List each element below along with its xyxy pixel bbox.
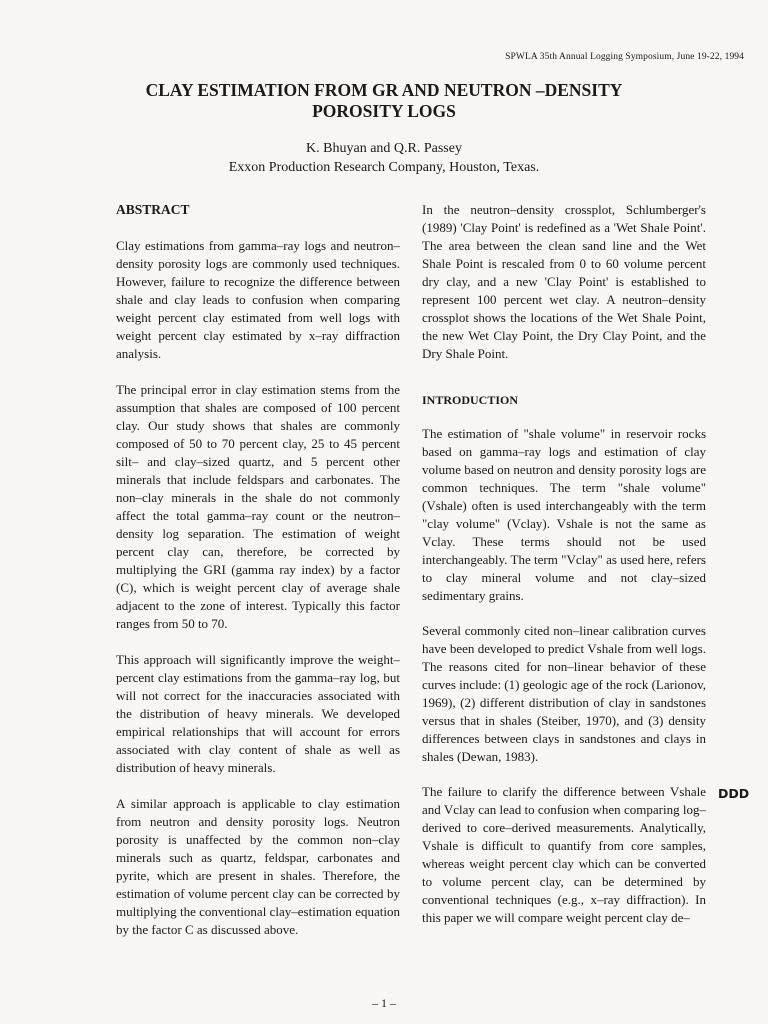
author-affiliation: Exxon Production Research Company, Houston, Texas. xyxy=(228,160,540,175)
author-names: K. Bhuyan and Q.R. Passey xyxy=(306,141,462,156)
introduction-paragraph: Several commonly cited non–linear calibration curves have been developed to predict Vshale from well logs. The reasons cited for non–linear behavior of these curves include: (1) geologic age of the rock (Larionov, 1969), (2) different distribution of clay in sandstones versus that in shales (Steiber, 1970), and (3) density differences between clays in sandstones and clays in shales (Dewan, 1983). xyxy=(422,623,706,764)
paper-title xyxy=(0,80,768,122)
left-column xyxy=(116,201,400,957)
introduction-heading: INTRODUCTION xyxy=(422,393,519,407)
abstract-continuation: In the neutron–density crossplot, Schlumberger's (1989) 'Clay Point' is redefined as a 'Wet Shale Point'. The area between the clean sand line and the Wet Shale Point is rescaled from 0 to 60 volume percent dry clay, and a new 'Clay Point' is established to represent 100 percent wet clay. A neutron–density crossplot shows the locations of the Wet Shale Point, the new Wet Clay Point, the Dry Clay Point, and the Dry Shale Point. xyxy=(422,202,706,361)
abstract-paragraph: Clay estimations from gamma–ray logs and neutron–density porosity logs are commonly used techniques. However, failure to recognize the difference between shale and clay leads to confusion when comparing weight percent clay estimated from well logs with weight percent clay estimated by x–ray diffraction analysis. xyxy=(116,238,400,361)
abstract-paragraph: A similar approach is applicable to clay estimation from neutron and density porosity logs. Neutron porosity is unaffected by the common non–clay minerals such as quartz, feldspar, carbonates and pyrite, which are present in shales. Therefore, the estimation of volume percent clay can be corrected by multiplying the conventional clay–estimation equation by the factor C as discussed above. xyxy=(116,796,400,937)
introduction-paragraph: The failure to clarify the difference between Vshale and Vclay can lead to confusion when comparing log–derived to core–derived measurements. Analytically, Vshale is difficult to quantify from core samples, whereas weight percent clay which can be converted to volume percent clay, can be determined by conventional techniques (e.g., x–ray diffraction). In this paper we will compare weight percent clay de– xyxy=(422,784,706,925)
abstract-paragraph: The principal error in clay estimation stems from the assumption that shales are composed of 100 percent clay. Our study shows that shales are commonly composed of 50 to 70 percent clay, 25 to 45 percent silt– and clay–sized quartz, and 5 percent other minerals that include feldspars and carbonates. The non–clay minerals in the shale do not commonly affect the total gamma–ray count or the neutron–density log separation. The estimation of weight percent clay can, therefore, be corrected by multiplying the GRI (gamma ray index) by a factor (C), which is weight percent clay of average shale adjacent to the zone of interest. Typically this factor ranges from 50 to 70. xyxy=(116,382,400,631)
page-number: – 1 – xyxy=(372,996,396,1010)
introduction-paragraph: The estimation of "shale volume" in reservoir rocks based on gamma–ray logs and estimation of clay volume based on neutron and density porosity logs are common techniques. The term "shale volume" (Vshale) often is used interchangeably with the term "clay volume" (Vclay). Vshale is not the same as Vclay. These terms should not be used interchangeably. The term "Vclay" as used here, refers to clay mineral volume and not clay–sized sedimentary grains. xyxy=(422,426,706,603)
conference-header: SPWLA 35th Annual Logging Symposium, June 19-22, 1994 xyxy=(505,52,744,62)
author-block xyxy=(0,139,768,177)
title-line-2: POROSITY LOGS xyxy=(312,101,456,121)
title-line-1: CLAY ESTIMATION FROM GR AND NEUTRON –DENSITY xyxy=(145,80,623,100)
margin-marker: DDD xyxy=(718,786,750,801)
right-column xyxy=(422,201,706,944)
abstract-paragraph: This approach will significantly improve the weight–percent clay estimations from the gamma–ray log, but will not correct for the inaccuracies associated with the distribution of heavy minerals. We developed empirical relationships that will account for errors associated with clay content of shale as well as distribution of heavy minerals. xyxy=(116,652,400,775)
abstract-heading: ABSTRACT xyxy=(116,202,190,217)
